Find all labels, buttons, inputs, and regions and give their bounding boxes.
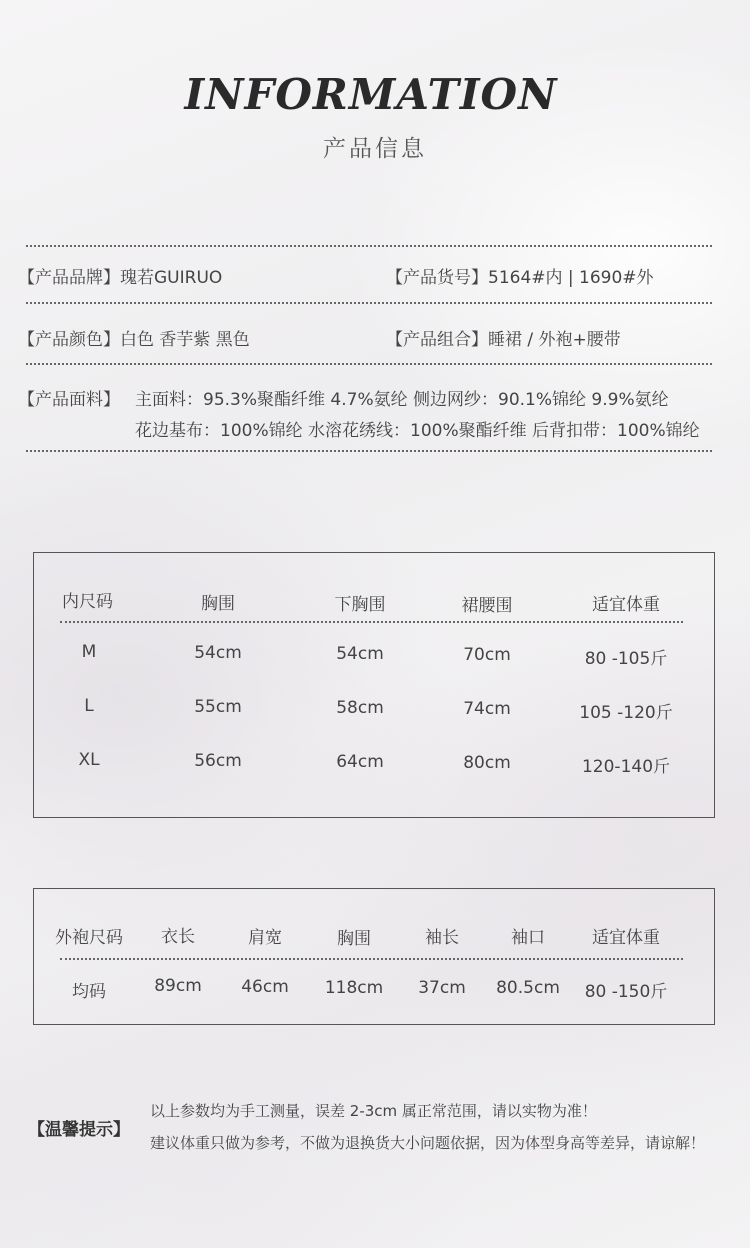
divider	[26, 363, 712, 365]
table-cell: 58cm	[336, 698, 384, 718]
fabric-line-2: 花边基布：100%锦纶 水溶花绣线：100%聚酯纤维 后背扣带：100%锦纶	[135, 421, 700, 441]
divider	[26, 302, 712, 304]
table-cell: 均码	[72, 982, 106, 1002]
table-cell: 89cm	[154, 976, 202, 996]
table-cell: 56cm	[194, 751, 242, 771]
table-cell: 80.5cm	[496, 978, 560, 998]
table-divider	[60, 621, 683, 623]
table-cell: 64cm	[336, 752, 384, 772]
fabric-line-1: 主面料：95.3%聚酯纤维 4.7%氨纶 侧边网纱：90.1%锦纶 9.9%氨纶	[135, 390, 669, 410]
table-cell: M	[81, 642, 97, 662]
combination-info: 【产品组合】睡裙 / 外袍+腰带	[386, 330, 621, 350]
table-cell: L	[84, 696, 94, 716]
table-cell: XL	[78, 750, 100, 770]
table-header: 下胸围	[334, 595, 386, 615]
table-cell: 46cm	[241, 977, 289, 997]
table-header: 内尺码	[62, 592, 113, 612]
table-header: 胸围	[201, 594, 235, 614]
table-cell: 120-140斤	[581, 757, 671, 777]
table-cell: 80 -105斤	[584, 649, 668, 669]
table-header: 裙腰围	[461, 596, 513, 616]
table-header: 适宜体重	[592, 928, 660, 948]
page-subtitle: 产品信息	[323, 136, 427, 162]
divider	[26, 450, 712, 452]
tips-line-2: 建议体重只做为参考，不做为退换货大小问题依据，因为体型身高等差异，请谅解！	[150, 1134, 706, 1152]
inner-size-table	[33, 552, 715, 818]
tips-label: 【温馨提示】	[28, 1120, 130, 1140]
table-cell: 37cm	[418, 978, 466, 998]
table-cell: 105 -120斤	[579, 703, 673, 723]
table-header: 适宜体重	[592, 595, 660, 615]
table-cell: 54cm	[194, 643, 242, 663]
table-header: 外袍尺码	[55, 928, 123, 948]
table-cell: 80cm	[463, 753, 511, 773]
table-divider	[60, 958, 683, 960]
tips-line-1: 以上参数均为手工测量，误差 2-3cm 属正常范围，请以实物为准！	[150, 1102, 597, 1120]
table-header: 袖长	[425, 928, 459, 948]
brand-info: 【产品品牌】瑰若GUIRUO	[18, 268, 223, 288]
table-cell: 54cm	[336, 644, 384, 664]
table-header: 袖口	[511, 928, 545, 948]
table-header: 衣长	[161, 927, 195, 947]
table-cell: 70cm	[463, 645, 511, 665]
table-header: 肩宽	[248, 928, 282, 948]
page-title: INFORMATION	[184, 70, 558, 119]
table-cell: 74cm	[463, 699, 511, 719]
table-cell: 55cm	[194, 697, 242, 717]
divider	[26, 245, 712, 247]
fabric-label: 【产品面料】	[18, 390, 120, 410]
item-number-info: 【产品货号】5164#内 | 1690#外	[386, 268, 654, 288]
table-cell: 80 -150斤	[584, 982, 668, 1002]
color-info: 【产品颜色】白色 香芋紫 黑色	[18, 330, 250, 350]
table-cell: 118cm	[324, 978, 384, 998]
table-header: 胸围	[337, 929, 371, 949]
outer-size-table	[33, 888, 715, 1025]
